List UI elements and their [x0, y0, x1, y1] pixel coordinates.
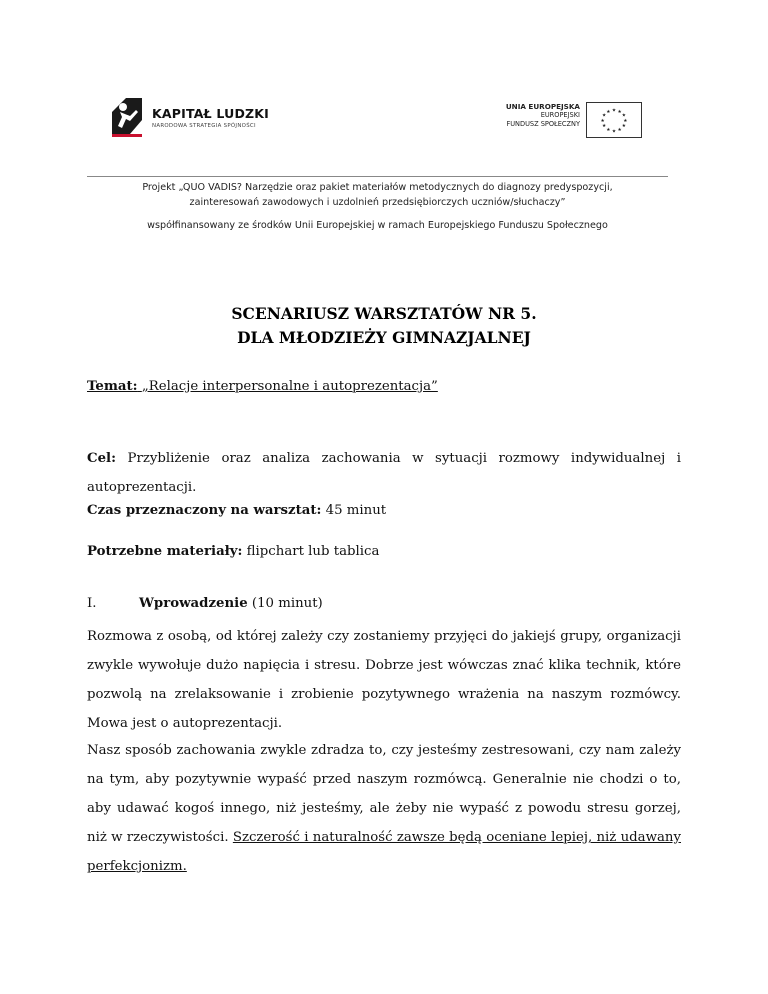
kapital-ludzki-brand: KAPITAŁ LUDZKI [152, 106, 270, 121]
materials-line [87, 544, 379, 559]
time-line [87, 503, 386, 518]
title-line-1: SCENARIUSZ WARSZTATÓW NR 5. [231, 304, 537, 323]
paragraph-2-text: Nasz sposób zachowania zwykle zdradza to, czy jesteśmy zestresowani, czy nam zależy na tym, aby pozytywnie wypaść przed naszym rozmówcą. Generalnie nie chodzi o to, aby udawać kogoś innego, niż jesteśmy, ale żeby nie wypaść z powodu stresu gorzej, niż w rzeczywistości. [87, 743, 681, 845]
eu-logo-line1: UNIA EUROPEJSKA [505, 102, 580, 111]
materials-value: flipchart lub tablica [246, 544, 380, 559]
svg-text:★: ★ [621, 124, 627, 130]
eu-flag-icon [586, 102, 642, 138]
project-line-2: zainteresowań zawodowych i uzdolnień przedsiębiorczych uczniów/słuchaczy” [189, 197, 566, 208]
materials-label: Potrzebne materiały: [87, 544, 243, 559]
document-title [87, 302, 681, 350]
topic-value: „Relacje interpersonalne i autoprezentacja” [141, 379, 438, 394]
svg-text:★: ★ [606, 109, 611, 115]
svg-text:★: ★ [601, 113, 607, 119]
svg-text:★: ★ [623, 118, 628, 124]
svg-text:★: ★ [617, 127, 622, 133]
section-1-title: Wprowadzenie [139, 596, 248, 611]
eu-logo-text [506, 102, 580, 129]
eu-logo-line2: EUROPEJSKI [540, 111, 580, 119]
goal-label: Cel: [87, 451, 117, 466]
paragraph-1-text: Rozmowa z osobą, od której zależy czy zostaniemy przyjęci do jakiejś grupy, organizacji zwykle wywołuje dużo napięcia i stresu. Dobrze jest wówczas znać klika technik, które pozwolą na zrelaksowanie i zrobienie pozytywnego wrażenia na naszym rozmówcy. Mowa jest o autoprezentacji. [87, 629, 681, 731]
paragraph-1 [87, 622, 681, 738]
section-1-duration: (10 minut) [251, 596, 323, 611]
svg-text:★: ★ [606, 127, 611, 133]
svg-text:★: ★ [600, 118, 605, 124]
cofinancing-note: współfinansowany ze środków Unii Europejskiej w ramach Europejskiego Funduszu Społecznego [147, 220, 608, 231]
svg-text:★: ★ [611, 129, 617, 135]
kapital-ludzki-logo [108, 96, 268, 144]
section-1-heading [87, 596, 323, 611]
eu-logo-line3: FUNDUSZ SPOŁECZNY [506, 120, 580, 128]
paragraph-2-underlined: Szczerość i naturalność zawsze będą oceniane lepiej, niż udawany perfekcjonizm. [87, 830, 681, 874]
section-1-number: I. [87, 596, 97, 611]
header-divider [87, 176, 668, 177]
kapital-ludzki-tagline: NARODOWA STRATEGIA SPÓJNOŚCI [152, 123, 256, 129]
goal-paragraph [87, 444, 681, 502]
topic-text [87, 379, 438, 394]
project-description [87, 180, 668, 210]
eu-logo [490, 100, 650, 140]
topic-line [87, 379, 438, 394]
time-label: Czas przeznaczony na warsztat: [87, 503, 322, 518]
topic-label: Temat: [87, 379, 138, 394]
time-value: 45 minut [325, 503, 387, 518]
kapital-ludzki-emblem-icon [108, 96, 148, 140]
project-line-1: Projekt „QUO VADIS? Narzędzie oraz pakiet materiałów metodycznych do diagnozy predyspozycji, [142, 182, 613, 193]
svg-text:★: ★ [617, 109, 622, 115]
title-line-2: DLA MŁODZIEŻY GIMNAZJALNEJ [237, 328, 531, 347]
svg-text:★: ★ [621, 113, 627, 119]
paragraph-2 [87, 736, 681, 881]
svg-text:★: ★ [601, 124, 607, 130]
goal-value: Przybliżenie oraz analiza zachowania w sytuacji rozmowy indywidualnej i autoprezentacji. [87, 451, 681, 495]
svg-text:★: ★ [611, 108, 617, 114]
